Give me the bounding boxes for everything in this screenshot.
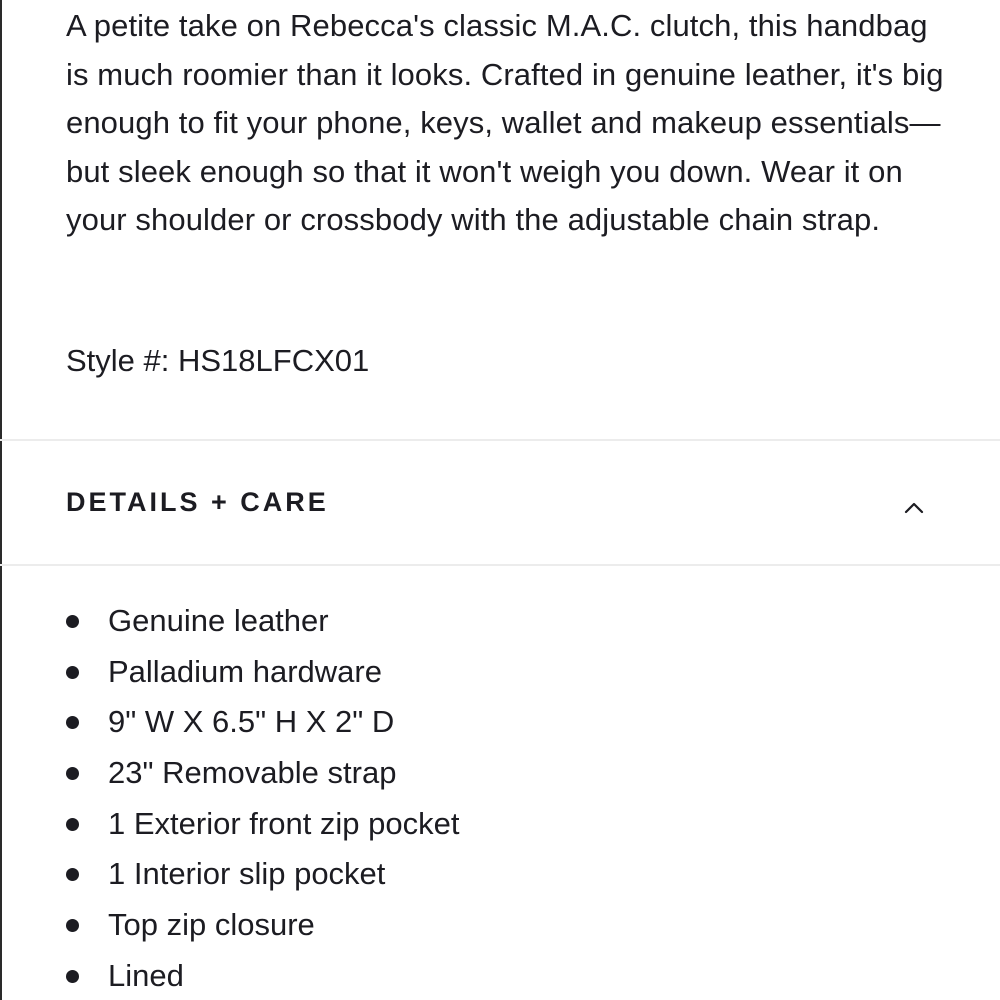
bullet-icon [66,868,79,881]
style-number: Style #: HS18LFCX01 [66,343,370,378]
chevron-up-icon[interactable] [900,494,928,522]
bullet-icon [66,818,79,831]
list-item: 9" W X 6.5" H X 2" D [0,697,1000,748]
details-list [0,596,1000,1000]
list-item: 1 Interior slip pocket [0,849,1000,900]
details-care-title: DETAILS + CARE [66,487,329,517]
list-item: Lined [0,951,1000,1000]
bullet-icon [66,970,79,983]
list-item: Top zip closure [0,900,1000,951]
details-care-accordion-header[interactable] [0,441,1000,564]
list-item: Genuine leather [0,596,1000,647]
section-divider-bottom [0,564,1000,566]
list-item: 1 Exterior front zip pocket [0,799,1000,850]
bullet-icon [66,615,79,628]
bullet-icon [66,919,79,932]
list-item: Palladium hardware [0,647,1000,698]
product-description: A petite take on Rebecca's classic M.A.C. clutch, this handbag is much roomier than it looks. Crafted in genuine leather, it's big enough to fit your phone, keys, wallet and makeup essentials—but sleek enough so that it won't weigh you down. Wear it on your shoulder or crossbody with the adjustable chain strap. [66,8,944,237]
bullet-icon [66,767,79,780]
bullet-icon [66,716,79,729]
bullet-icon [66,666,79,679]
list-item: 23" Removable strap [0,748,1000,799]
